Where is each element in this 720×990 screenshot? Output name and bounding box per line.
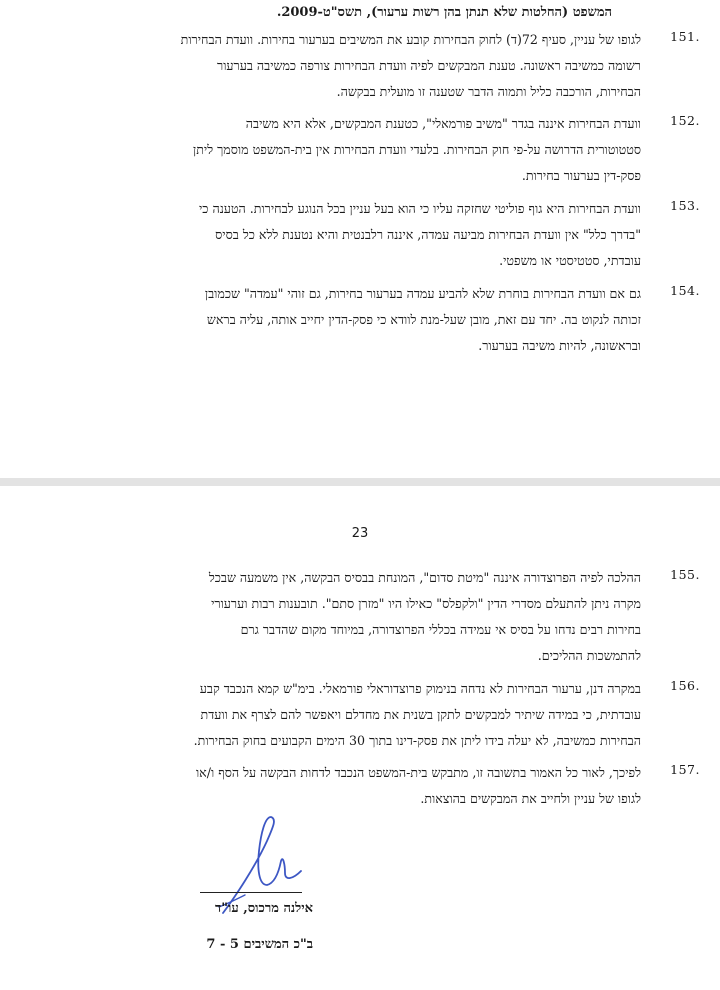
paragraph-number: .153 (670, 198, 700, 213)
paragraph-line: סטטוטורית הדרושה על-פי חוק הבחירות. בלעדי וועדת הבחירות אין בית-המשפט מוסמך ליתן (193, 142, 641, 157)
paragraph-line: וועדת הבחירות היא גוף פוליטי שחזקה עליו כי הוא בעל עניין בכל הנוגע לבחירות. הטענה כי (199, 201, 641, 216)
paragraph-number: .155 (670, 567, 700, 582)
paragraph-153 (14, 198, 700, 278)
paragraph-line: ובראשונה, להיות משיבה בערעור. (478, 338, 641, 353)
paragraph-line: במקרה דנן, ערעור הבחירות לא נדחה בנימוק פרוצדוראלי פורמאלי. בימ"ש קמא הנכבד קבע (199, 681, 641, 696)
document-page-top (0, 0, 720, 478)
paragraph-151 (14, 29, 700, 109)
paragraph-line: גם אם וועדת הבחירות בוחרת שלא להביע עמדה בערעור בחירות, גם זוהי "עמדה" שכמובן (204, 286, 641, 301)
page-separator (0, 478, 720, 486)
header-line: המשפט (החלטות שלא תנתן בהן רשות ערעור), תשס"ט-2009. (276, 5, 612, 20)
paragraph-line: עובדתית, כי במידה שיתיר למבקשים לתקן בשנית את מחדלם ויאפשר להם לצרף את וועדת (200, 707, 641, 722)
paragraph-line: רשומה כמשיבה ראשונה. טענת המבקשים לפיה וועדת הבחירות צורפה כמשיבה בערעור (217, 58, 641, 73)
paragraph-number: .156 (670, 678, 700, 693)
paragraph-line: לפיכך, לאור כל האמור בתשובה זו, מתבקש בית-המשפט הנכבד לדחות הבקשה על הסף ו/או (195, 765, 641, 780)
paragraph-line: בחירות רבים נדחו על בסיס אי עמידה בכללי הפרוצדורה, במיוחד מקום שהדבר גרם (240, 622, 641, 637)
paragraph-line: ההלכה לפיה הפרוצדורה איננה "מיטת סדום", המונחת בבסיס הבקשה, אין משמעה שבכל (208, 570, 641, 585)
paragraph-157 (14, 762, 700, 816)
paragraph-number: .157 (670, 762, 700, 777)
paragraph-152 (14, 113, 700, 193)
paragraph-156 (14, 678, 700, 758)
signature-stroke (223, 817, 301, 913)
signer-name: אילנה מרכוס, עו"ד (215, 901, 313, 916)
paragraph-line: פסק-דין בערעור בחירות. (521, 168, 641, 183)
paragraph-line: הבחירות כמשיבה, לא יעלה בידו ליתן את פסק-דינו בתוך 30 הימים הקבועים בחוק הבחירות. (193, 733, 641, 748)
signature-line (200, 892, 302, 893)
paragraph-155 (14, 567, 700, 675)
paragraph-line: זכותה לנקוט בה. יחד עם זאת, מובן שעל-מנת לוודא כי פסק-הדין יחייב אותה, עליה בראש (206, 312, 641, 327)
paragraph-line: עובדתי, סטטיסטי או משפטי. (499, 253, 641, 268)
paragraph-154 (14, 283, 700, 363)
signer-role: ב"כ המשיבים 5 - 7 (206, 937, 313, 952)
paragraph-line: וועדת הבחירות איננה בגדר "משיב פורמאלי", כטענת המבקשים, אלא היא משיבה (245, 116, 641, 131)
paragraph-line: מקרה ניתן להתעלם מסדרי הדין "ולקפלס" כאילו היו "מזרן סתם". תובענות רבות וערעורי (211, 596, 641, 611)
page-number: 23 (351, 526, 369, 541)
paragraph-line: לגופו של עניין, סעיף 72(ד) לחוק הבחירות קובע את המשיבים בערעור בחירות. וועדת הבחירות (180, 32, 641, 47)
paragraph-line: הבחירות, הורכבה כליל ותמוה הדבר שטענה זו מועלית בבקשה. (336, 84, 641, 99)
document-page-bottom (0, 486, 720, 990)
paragraph-line: להתמשכות ההליכים. (537, 648, 641, 663)
paragraph-number: .154 (670, 283, 700, 298)
paragraph-number: .152 (670, 113, 700, 128)
paragraph-number: .151 (670, 29, 700, 44)
paragraph-line: לגופו של עניין ולחייב את המבקשים בהוצאות. (420, 791, 641, 806)
paragraph-line: "בדרך כלל" אין וועדת הבחירות מביעה עמדה, איננה רלבנטית והיא נטענת ללא כל בסיס (215, 227, 641, 242)
